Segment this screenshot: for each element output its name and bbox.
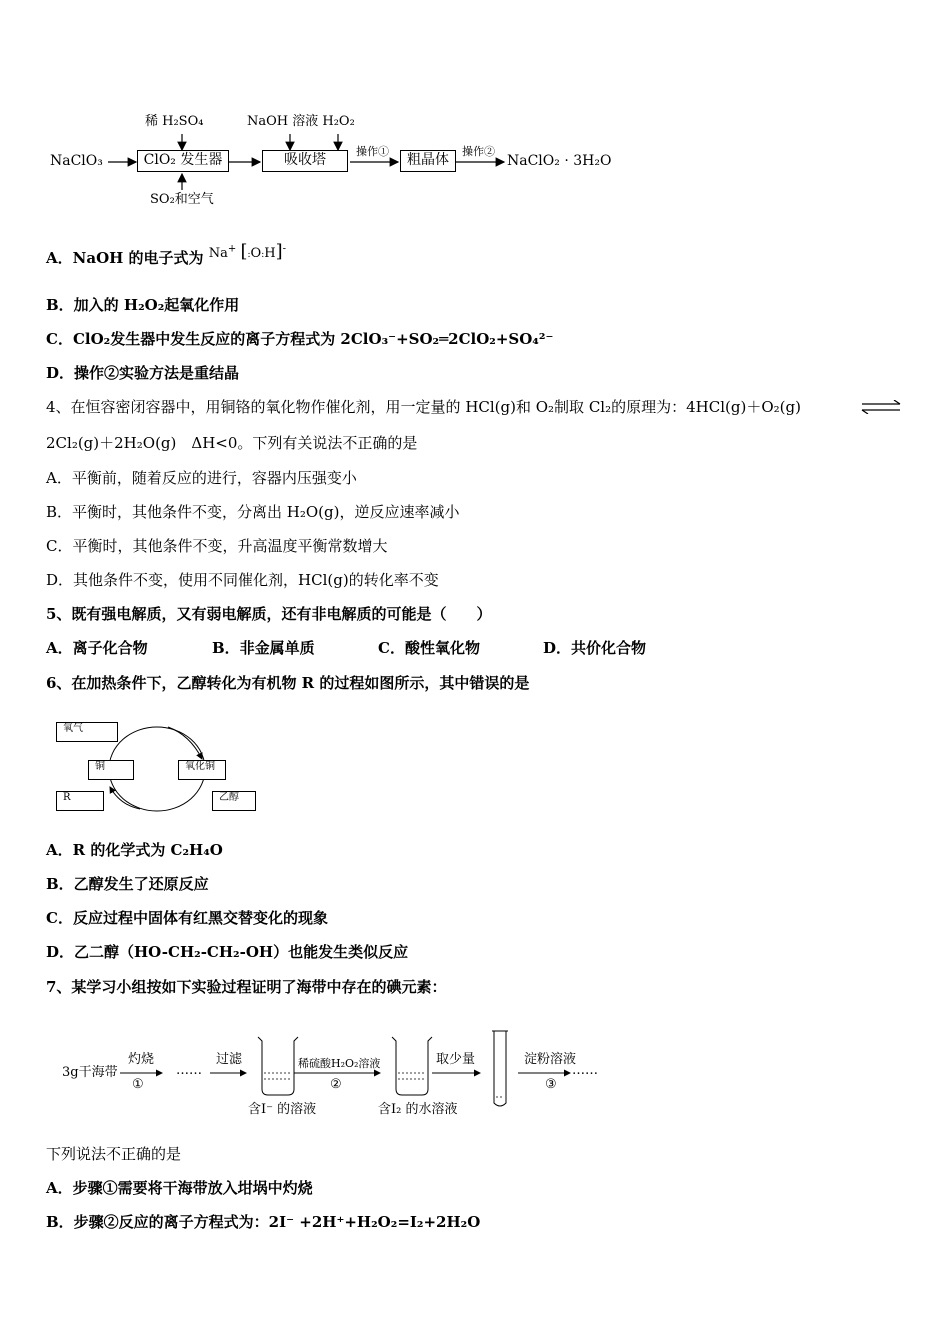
- burn-label: 灼烧: [128, 1052, 155, 1067]
- op1-label: 操作①: [356, 145, 389, 158]
- dots-2: ……: [572, 1063, 598, 1078]
- na-symbol: Na: [208, 246, 228, 261]
- oxygen-box: 氧气: [56, 722, 118, 742]
- q6-option-a: A．R 的化学式为 C₂H₄O: [46, 841, 223, 859]
- starch-label: 淀粉溶液: [524, 1052, 577, 1067]
- copper-oxide-box: 氧化铜: [178, 760, 226, 780]
- q3-option-c: C．ClO₂发生器中发生反应的离子方程式为 2ClO₃⁻+SO₂═2ClO₂+SO₄²⁻: [46, 330, 554, 348]
- anion-charge: -: [282, 243, 286, 255]
- q7-lead: 下列说法不正确的是: [46, 1145, 182, 1163]
- iodine-start: 3g干海带: [62, 1065, 118, 1080]
- o-symbol: O: [250, 246, 262, 261]
- q5-option-b: B．非金属单质: [212, 639, 315, 657]
- q3-option-b: B．加入的 H₂O₂起氧化作用: [46, 296, 240, 314]
- copper-box: 铜: [88, 760, 134, 780]
- q3-option-a: [46, 241, 286, 271]
- naoh-electron-formula: Na+ [:O:H]-: [208, 241, 286, 262]
- q6-option-d: D．乙二醇（HO-CH₂-CH₂-OH）也能发生类似反应: [46, 943, 409, 961]
- q5-option-a: A．离子化合物: [46, 639, 148, 657]
- q4-stem-text: 4、在恒容密闭容器中，用铜铬的氧化物作催化剂，用一定量的 HCl(g)和 O₂制取 Cl₂的原理为：4HCl(g)＋O₂(g): [46, 398, 801, 416]
- sample-label: 取少量: [436, 1052, 476, 1067]
- q5-option-d: D．共价化合物: [543, 639, 647, 657]
- q4-stem-line1: [46, 397, 801, 417]
- step3-label: ③: [545, 1077, 557, 1092]
- beaker2-label: 含I₂ 的水溶液: [378, 1102, 458, 1117]
- q4-option-c: C．平衡时，其他条件不变，升高温度平衡常数增大: [46, 537, 388, 555]
- q4-stem-line2: 2Cl₂(g)＋2H₂O(g) ΔH<0。下列有关说法不正确的是: [46, 434, 418, 452]
- ethanol-box: 乙醇: [212, 791, 256, 811]
- q6-option-c: C．反应过程中固体有红黑交替变化的现象: [46, 909, 328, 927]
- q7-option-b: B．步骤②反应的离子方程式为：2I⁻ +2H⁺+H₂O₂=I₂+2H₂O: [46, 1213, 481, 1231]
- q5-stem: 5、既有强电解质，又有弱电解质，还有非电解质的可能是（ ）: [46, 605, 492, 623]
- q5-option-c: C．酸性氧化物: [378, 639, 480, 657]
- acid-label: 稀硫酸H₂O₂溶液: [298, 1057, 381, 1070]
- q6-option-b: B．乙醇发生了还原反应: [46, 875, 209, 893]
- q7-option-a: A．步骤①需要将干海带放入坩埚中灼烧: [46, 1179, 313, 1197]
- q3-option-d: D．操作②实验方法是重结晶: [46, 364, 240, 382]
- h-symbol: H: [264, 246, 276, 261]
- beaker1-label: 含I⁻ 的溶液: [248, 1102, 317, 1117]
- clo2-generator-box: ClO₂ 发生器: [137, 150, 229, 172]
- q4-option-a: A．平衡前，随着反应的进行，容器内压强变小: [46, 469, 357, 487]
- dots-1: ……: [176, 1063, 202, 1078]
- step1-label: ①: [132, 1077, 144, 1092]
- equilibrium-arrow-icon: [860, 400, 904, 414]
- absorber-top-label: NaOH 溶液 H₂O₂: [247, 114, 355, 129]
- q3-option-a-text: A．NaOH 的电子式为: [46, 249, 204, 267]
- flow-start: NaClO₃: [50, 153, 103, 169]
- r-box: R: [56, 791, 104, 811]
- flow-product: NaClO₂ · 3H₂O: [507, 153, 612, 169]
- na-charge: +: [227, 243, 237, 255]
- q6-stem: 6、在加热条件下，乙醇转化为有机物 R 的过程如图所示，其中错误的是: [46, 674, 530, 692]
- q4-option-b: B．平衡时，其他条件不变，分离出 H₂O(g)，逆反应速率减小: [46, 503, 460, 521]
- absorber-box: 吸收塔: [262, 150, 348, 172]
- op2-label: 操作②: [462, 145, 495, 158]
- crude-crystal-box: 粗晶体: [400, 150, 456, 172]
- generator-top-label: 稀 H₂SO₄: [145, 114, 204, 129]
- q4-option-d: D．其他条件不变，使用不同催化剂，HCl(g)的转化率不变: [46, 571, 439, 589]
- step2-label: ②: [330, 1077, 342, 1092]
- filter-label: 过滤: [216, 1052, 243, 1067]
- generator-bottom-label: SO₂和空气: [150, 192, 214, 207]
- q7-stem: 7、某学习小组按如下实验过程证明了海带中存在的碘元素：: [46, 978, 447, 996]
- iodine-flow-graphics: [50, 1025, 610, 1125]
